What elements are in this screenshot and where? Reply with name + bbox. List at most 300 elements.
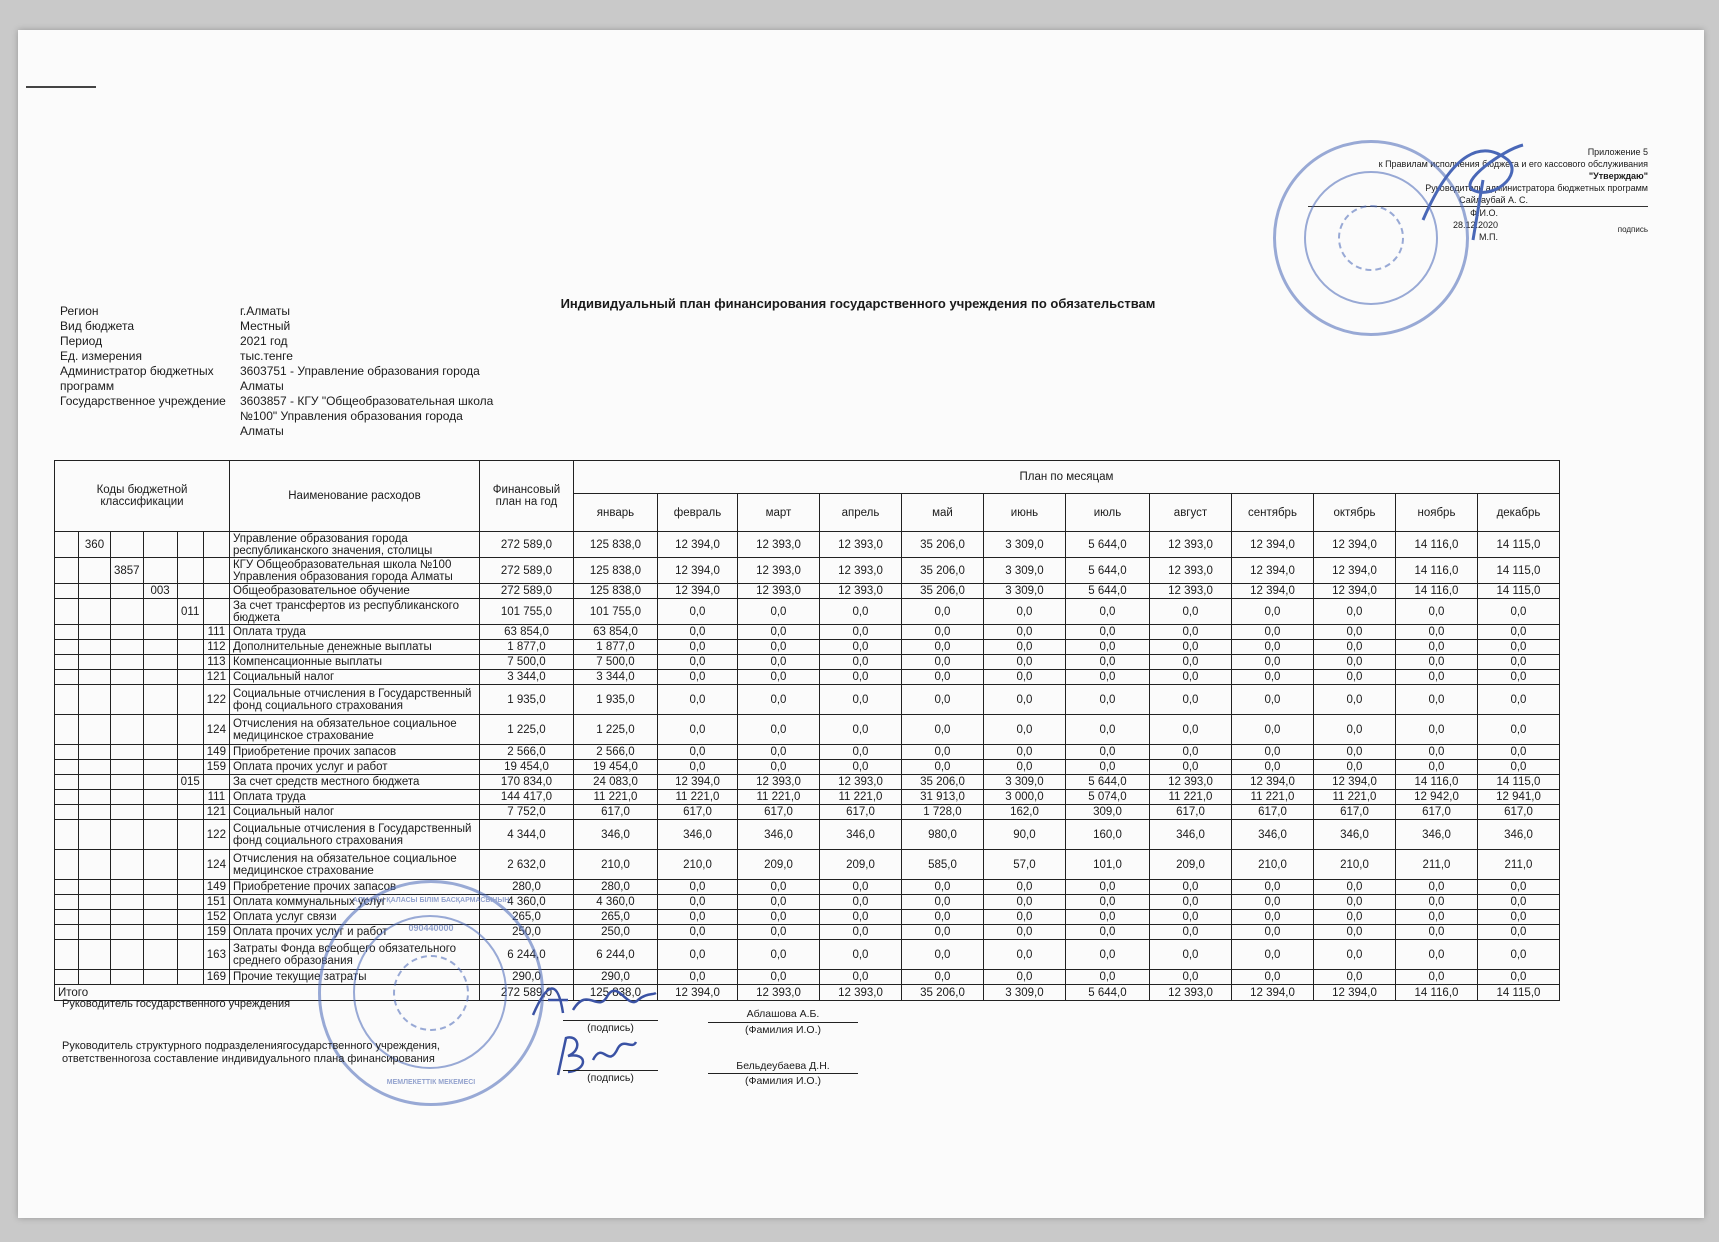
month-value-cell: 0,0	[1395, 655, 1477, 670]
month-value-cell: 0,0	[1065, 910, 1149, 925]
meta-value: Местный	[240, 319, 291, 333]
code-cell	[55, 640, 79, 655]
month-value-cell: 0,0	[819, 925, 901, 940]
head-signature	[528, 975, 658, 1025]
month-value-cell: 0,0	[983, 940, 1065, 970]
month-value-cell: 0,0	[901, 895, 983, 910]
month-value-cell: 14 116,0	[1395, 584, 1477, 599]
month-value-cell: 160,0	[1065, 820, 1149, 850]
month-value-cell: 11 221,0	[1313, 790, 1395, 805]
meta-row	[60, 304, 500, 319]
month-value-cell: 617,0	[1231, 805, 1313, 820]
table-row	[55, 940, 1560, 970]
code-cell: 111	[203, 790, 229, 805]
month-value-cell: 0,0	[1065, 760, 1149, 775]
meta-label: Государственное учреждение	[60, 394, 226, 408]
month-value-cell: 0,0	[1231, 670, 1313, 685]
code-cell	[55, 558, 79, 584]
expense-name: Дополнительные денежные выплаты	[229, 640, 479, 655]
month-value-cell: 0,0	[1065, 599, 1149, 625]
month-value-cell: 0,0	[983, 745, 1065, 760]
month-value-cell: 0,0	[983, 760, 1065, 775]
fin-plan-cell: 144 417,0	[479, 790, 573, 805]
code-cell	[177, 532, 203, 558]
month-value-cell: 0,0	[1065, 940, 1149, 970]
header-months: План по месяцам	[573, 461, 1559, 494]
month-value-cell: 0,0	[901, 670, 983, 685]
month-value-cell: 0,0	[819, 895, 901, 910]
month-value-cell: 11 221,0	[573, 790, 657, 805]
code-cell: 159	[203, 760, 229, 775]
month-value-cell: 0,0	[819, 970, 901, 985]
month-value-cell: 0,0	[737, 760, 819, 775]
code-cell	[143, 599, 177, 625]
month-value-cell: 0,0	[983, 715, 1065, 745]
month-value-cell: 0,0	[1395, 940, 1477, 970]
code-cell	[79, 599, 111, 625]
code-cell	[143, 925, 177, 940]
code-cell	[111, 925, 144, 940]
approval-date: 28.12.2020	[1452, 220, 1498, 230]
month-value-cell: 346,0	[657, 820, 737, 850]
code-cell	[143, 850, 177, 880]
month-value-cell: 0,0	[1231, 970, 1313, 985]
struct-name-caption: (Фамилия И.О.)	[744, 1075, 822, 1087]
code-cell	[177, 655, 203, 670]
month-value-cell: 0,0	[819, 599, 901, 625]
meta-label: Вид бюджета	[60, 319, 134, 333]
month-value-cell: 12 394,0	[1313, 584, 1395, 599]
month-value-cell: 0,0	[657, 715, 737, 745]
month-value-cell: 0,0	[983, 599, 1065, 625]
month-value-cell: 0,0	[1477, 599, 1559, 625]
code-cell: 003	[143, 584, 177, 599]
code-cell	[111, 760, 144, 775]
struct-sign-caption: (подпись)	[587, 1072, 634, 1084]
month-value-cell: 0,0	[737, 670, 819, 685]
expense-name: Оплата труда	[229, 625, 479, 640]
month-value-cell: 0,0	[1065, 625, 1149, 640]
month-value-cell: 162,0	[983, 805, 1065, 820]
code-cell	[79, 925, 111, 940]
table-row	[55, 685, 1560, 715]
month-value-cell: 12 394,0	[1231, 775, 1313, 790]
month-value-cell: 0,0	[1149, 670, 1231, 685]
expense-name: Социальный налог	[229, 805, 479, 820]
code-cell	[203, 558, 229, 584]
code-cell	[177, 880, 203, 895]
month-value-cell: 12 942,0	[1395, 790, 1477, 805]
month-value-cell: 0,0	[1231, 655, 1313, 670]
code-cell	[143, 775, 177, 790]
month-value-cell: 0,0	[1231, 625, 1313, 640]
code-cell	[111, 805, 144, 820]
code-cell	[177, 685, 203, 715]
code-cell	[177, 850, 203, 880]
month-value-cell: 250,0	[573, 925, 657, 940]
table-row	[55, 895, 1560, 910]
meta-value: 3603751 - Управление образования города Алматы	[240, 364, 480, 393]
header-fin-plan: Финансовый план на год	[479, 461, 573, 532]
month-value-cell: 0,0	[819, 685, 901, 715]
code-cell	[203, 532, 229, 558]
month-value-cell: 0,0	[1231, 895, 1313, 910]
month-value-cell: 0,0	[1149, 910, 1231, 925]
fin-plan-cell: 7 752,0	[479, 805, 573, 820]
approval-line: Приложение 5	[1587, 147, 1648, 157]
total-month-cell: 12 393,0	[819, 985, 901, 1001]
code-cell: 124	[203, 715, 229, 745]
month-value-cell: 210,0	[573, 850, 657, 880]
month-value-cell: 5 074,0	[1065, 790, 1149, 805]
head-sign-line	[563, 1020, 658, 1021]
month-value-cell: 0,0	[1065, 715, 1149, 745]
month-value-cell: 0,0	[1231, 910, 1313, 925]
fin-plan-cell: 2 566,0	[479, 745, 573, 760]
code-cell: 122	[203, 685, 229, 715]
table-row	[55, 715, 1560, 745]
table-row	[55, 532, 1560, 558]
meta-value: г.Алматы	[240, 304, 291, 318]
month-value-cell: 19 454,0	[573, 760, 657, 775]
code-cell	[111, 880, 144, 895]
month-value-cell: 0,0	[1313, 715, 1395, 745]
head-name-caption: (Фамилия И.О.)	[744, 1024, 822, 1036]
month-value-cell: 1 935,0	[573, 685, 657, 715]
meta-value: 2021 год	[240, 334, 288, 348]
table-row	[55, 760, 1560, 775]
month-header: май	[901, 494, 983, 532]
code-cell	[55, 760, 79, 775]
month-value-cell: 0,0	[1313, 910, 1395, 925]
month-value-cell: 12 394,0	[1231, 532, 1313, 558]
month-value-cell: 24 083,0	[573, 775, 657, 790]
table-row	[55, 670, 1560, 685]
code-cell	[55, 775, 79, 790]
code-cell	[143, 790, 177, 805]
month-value-cell: 12 393,0	[1149, 584, 1231, 599]
month-value-cell: 0,0	[983, 925, 1065, 940]
month-header: январь	[573, 494, 657, 532]
month-value-cell: 12 393,0	[1149, 532, 1231, 558]
month-value-cell: 0,0	[1395, 925, 1477, 940]
expense-name: Компенсационные выплаты	[229, 655, 479, 670]
month-value-cell: 12 393,0	[737, 584, 819, 599]
month-value-cell: 0,0	[657, 925, 737, 940]
fin-plan-cell: 1 935,0	[479, 685, 573, 715]
month-value-cell: 0,0	[1313, 925, 1395, 940]
month-value-cell: 4 360,0	[573, 895, 657, 910]
code-cell: 112	[203, 640, 229, 655]
month-value-cell: 0,0	[1149, 715, 1231, 745]
month-value-cell: 0,0	[819, 655, 901, 670]
code-cell	[79, 805, 111, 820]
code-cell	[111, 670, 144, 685]
month-value-cell: 0,0	[1477, 760, 1559, 775]
table-row	[55, 558, 1560, 584]
month-value-cell: 309,0	[1065, 805, 1149, 820]
code-cell	[203, 599, 229, 625]
code-cell	[177, 640, 203, 655]
approval-line: к Правилам исполнения бюджета и его кассового обслуживания	[1378, 159, 1648, 169]
code-cell	[55, 655, 79, 670]
fin-plan-cell: 63 854,0	[479, 625, 573, 640]
month-value-cell: 0,0	[737, 925, 819, 940]
code-cell	[177, 940, 203, 970]
table-row	[55, 970, 1560, 985]
head-label: Руководитель государственного учреждения	[62, 998, 291, 1010]
month-value-cell: 0,0	[1313, 940, 1395, 970]
table-row	[55, 584, 1560, 599]
code-cell	[79, 820, 111, 850]
code-cell	[111, 895, 144, 910]
table-body	[55, 532, 1560, 1001]
month-value-cell: 14 116,0	[1395, 532, 1477, 558]
expense-name: Оплата прочих услуг и работ	[229, 925, 479, 940]
month-value-cell: 210,0	[1313, 850, 1395, 880]
code-cell	[143, 670, 177, 685]
table-row	[55, 775, 1560, 790]
meta-row	[60, 364, 500, 394]
month-value-cell: 0,0	[819, 625, 901, 640]
code-cell	[177, 895, 203, 910]
month-value-cell: 0,0	[1149, 685, 1231, 715]
month-value-cell: 346,0	[737, 820, 819, 850]
code-cell	[177, 910, 203, 925]
month-value-cell: 0,0	[1313, 685, 1395, 715]
month-value-cell: 0,0	[657, 670, 737, 685]
month-value-cell: 0,0	[983, 970, 1065, 985]
code-cell: 124	[203, 850, 229, 880]
month-value-cell: 0,0	[657, 970, 737, 985]
month-value-cell: 0,0	[901, 940, 983, 970]
code-cell: 121	[203, 805, 229, 820]
code-cell: 3857	[111, 558, 144, 584]
total-month-cell: 12 394,0	[1313, 985, 1395, 1001]
code-cell	[111, 820, 144, 850]
month-value-cell: 0,0	[901, 970, 983, 985]
month-value-cell: 12 394,0	[657, 584, 737, 599]
code-cell	[79, 910, 111, 925]
month-value-cell: 1 225,0	[573, 715, 657, 745]
month-value-cell: 0,0	[819, 640, 901, 655]
month-value-cell: 0,0	[1149, 655, 1231, 670]
month-value-cell: 0,0	[1231, 880, 1313, 895]
code-cell	[111, 745, 144, 760]
month-value-cell: 0,0	[1313, 625, 1395, 640]
code-cell	[177, 670, 203, 685]
code-cell	[177, 584, 203, 599]
month-value-cell: 12 393,0	[737, 532, 819, 558]
month-value-cell: 0,0	[1395, 670, 1477, 685]
total-month-cell: 3 309,0	[983, 985, 1065, 1001]
month-value-cell: 0,0	[901, 910, 983, 925]
fin-plan-cell: 3 344,0	[479, 670, 573, 685]
month-value-cell: 11 221,0	[657, 790, 737, 805]
code-cell: 169	[203, 970, 229, 985]
school-stamp	[318, 880, 544, 1106]
code-cell: 360	[79, 532, 111, 558]
total-label: Итого	[55, 985, 480, 1001]
code-cell	[79, 775, 111, 790]
meta-value: 3603857 - КГУ "Общеобразовательная школа №100" Управления образования города Алматы	[240, 394, 494, 438]
code-cell: 113	[203, 655, 229, 670]
month-value-cell: 0,0	[901, 745, 983, 760]
fin-plan-cell: 272 589,0	[479, 558, 573, 584]
financing-plan-table	[54, 460, 1560, 1001]
code-cell	[55, 880, 79, 895]
approval-signature	[1413, 130, 1533, 250]
code-cell	[111, 775, 144, 790]
month-value-cell: 0,0	[1313, 880, 1395, 895]
total-month-cell: 14 115,0	[1477, 985, 1559, 1001]
fin-plan-cell: 4 360,0	[479, 895, 573, 910]
code-cell	[55, 685, 79, 715]
code-cell	[111, 599, 144, 625]
total-fin-cell: 272 589,0	[479, 985, 573, 1001]
code-cell	[55, 925, 79, 940]
month-value-cell: 265,0	[573, 910, 657, 925]
month-value-cell: 0,0	[1313, 640, 1395, 655]
month-value-cell: 1 877,0	[573, 640, 657, 655]
month-value-cell: 0,0	[1395, 715, 1477, 745]
month-value-cell: 5 644,0	[1065, 584, 1149, 599]
month-value-cell: 0,0	[901, 880, 983, 895]
month-value-cell: 0,0	[901, 685, 983, 715]
month-value-cell: 0,0	[737, 970, 819, 985]
code-cell	[143, 760, 177, 775]
month-value-cell: 12 941,0	[1477, 790, 1559, 805]
month-value-cell: 0,0	[1395, 760, 1477, 775]
month-value-cell: 0,0	[1231, 940, 1313, 970]
month-value-cell: 209,0	[737, 850, 819, 880]
month-value-cell: 0,0	[1065, 640, 1149, 655]
month-value-cell: 0,0	[737, 880, 819, 895]
code-cell: 149	[203, 880, 229, 895]
head-name-line	[708, 1022, 858, 1023]
month-value-cell: 3 344,0	[573, 670, 657, 685]
table-row	[55, 625, 1560, 640]
month-value-cell: 12 393,0	[819, 558, 901, 584]
meta-label: Регион	[60, 304, 99, 318]
code-cell: 015	[177, 775, 203, 790]
code-cell	[177, 760, 203, 775]
month-value-cell: 0,0	[1231, 640, 1313, 655]
month-value-cell: 14 115,0	[1477, 532, 1559, 558]
month-value-cell: 3 309,0	[983, 584, 1065, 599]
month-value-cell: 617,0	[1149, 805, 1231, 820]
month-value-cell: 0,0	[1149, 640, 1231, 655]
total-month-cell: 5 644,0	[1065, 985, 1149, 1001]
total-month-cell: 12 393,0	[1149, 985, 1231, 1001]
code-cell	[111, 584, 144, 599]
month-value-cell: 3 309,0	[983, 775, 1065, 790]
struct-name-line	[708, 1073, 858, 1074]
month-value-cell: 0,0	[657, 910, 737, 925]
month-value-cell: 0,0	[657, 640, 737, 655]
header-name: Наименование расходов	[229, 461, 479, 532]
month-value-cell: 0,0	[657, 655, 737, 670]
month-value-cell: 0,0	[1477, 970, 1559, 985]
month-value-cell: 0,0	[1149, 745, 1231, 760]
month-value-cell: 35 206,0	[901, 558, 983, 584]
month-value-cell: 617,0	[737, 805, 819, 820]
head-name: Аблашова А.Б.	[746, 1008, 820, 1020]
code-cell	[111, 640, 144, 655]
month-header: февраль	[657, 494, 737, 532]
month-value-cell: 5 644,0	[1065, 532, 1149, 558]
month-value-cell: 0,0	[1065, 925, 1149, 940]
code-cell	[55, 670, 79, 685]
table-row	[55, 910, 1560, 925]
expense-name: КГУ Общеобразовательная школа №100 Управления образования города Алматы	[229, 558, 479, 584]
fin-plan-cell: 290,0	[479, 970, 573, 985]
month-value-cell: 12 393,0	[1149, 558, 1231, 584]
meta-row	[60, 394, 500, 439]
code-cell	[79, 558, 111, 584]
total-month-cell: 125 838,0	[573, 985, 657, 1001]
code-cell	[143, 895, 177, 910]
month-value-cell: 0,0	[819, 745, 901, 760]
month-value-cell: 12 393,0	[819, 775, 901, 790]
code-cell	[111, 970, 144, 985]
fin-plan-cell: 7 500,0	[479, 655, 573, 670]
month-value-cell: 0,0	[1313, 895, 1395, 910]
month-value-cell: 0,0	[1477, 925, 1559, 940]
month-value-cell: 210,0	[657, 850, 737, 880]
month-value-cell: 0,0	[657, 880, 737, 895]
month-value-cell: 0,0	[1313, 655, 1395, 670]
month-value-cell: 0,0	[901, 640, 983, 655]
expense-name: За счет трансфертов из республиканского бюджета	[229, 599, 479, 625]
approval-mp: М.П.	[1479, 232, 1498, 242]
code-cell: 149	[203, 745, 229, 760]
month-value-cell: 0,0	[1149, 895, 1231, 910]
meta-row	[60, 349, 500, 364]
code-cell	[111, 790, 144, 805]
expense-name: Приобретение прочих запасов	[229, 745, 479, 760]
month-value-cell: 31 913,0	[901, 790, 983, 805]
code-cell	[111, 655, 144, 670]
month-value-cell: 3 000,0	[983, 790, 1065, 805]
table-row	[55, 805, 1560, 820]
code-cell	[143, 910, 177, 925]
code-cell	[55, 940, 79, 970]
code-cell	[111, 850, 144, 880]
code-cell	[143, 685, 177, 715]
code-cell	[79, 940, 111, 970]
month-value-cell: 12 394,0	[1313, 775, 1395, 790]
code-cell	[177, 625, 203, 640]
table-row	[55, 850, 1560, 880]
month-value-cell: 12 394,0	[1231, 558, 1313, 584]
month-value-cell: 0,0	[1477, 910, 1559, 925]
code-cell	[111, 625, 144, 640]
month-value-cell: 35 206,0	[901, 532, 983, 558]
month-value-cell: 0,0	[657, 760, 737, 775]
code-cell	[143, 715, 177, 745]
fin-plan-cell: 2 632,0	[479, 850, 573, 880]
table-header-row	[55, 461, 1560, 494]
expense-name: Отчисления на обязательное социальное медицинское страхование	[229, 850, 479, 880]
month-value-cell: 0,0	[1231, 715, 1313, 745]
month-value-cell: 617,0	[1477, 805, 1559, 820]
month-value-cell: 0,0	[1395, 880, 1477, 895]
expense-name: Социальные отчисления в Государственный фонд социального страхования	[229, 685, 479, 715]
code-cell	[177, 805, 203, 820]
table-row	[55, 880, 1560, 895]
month-value-cell: 7 500,0	[573, 655, 657, 670]
